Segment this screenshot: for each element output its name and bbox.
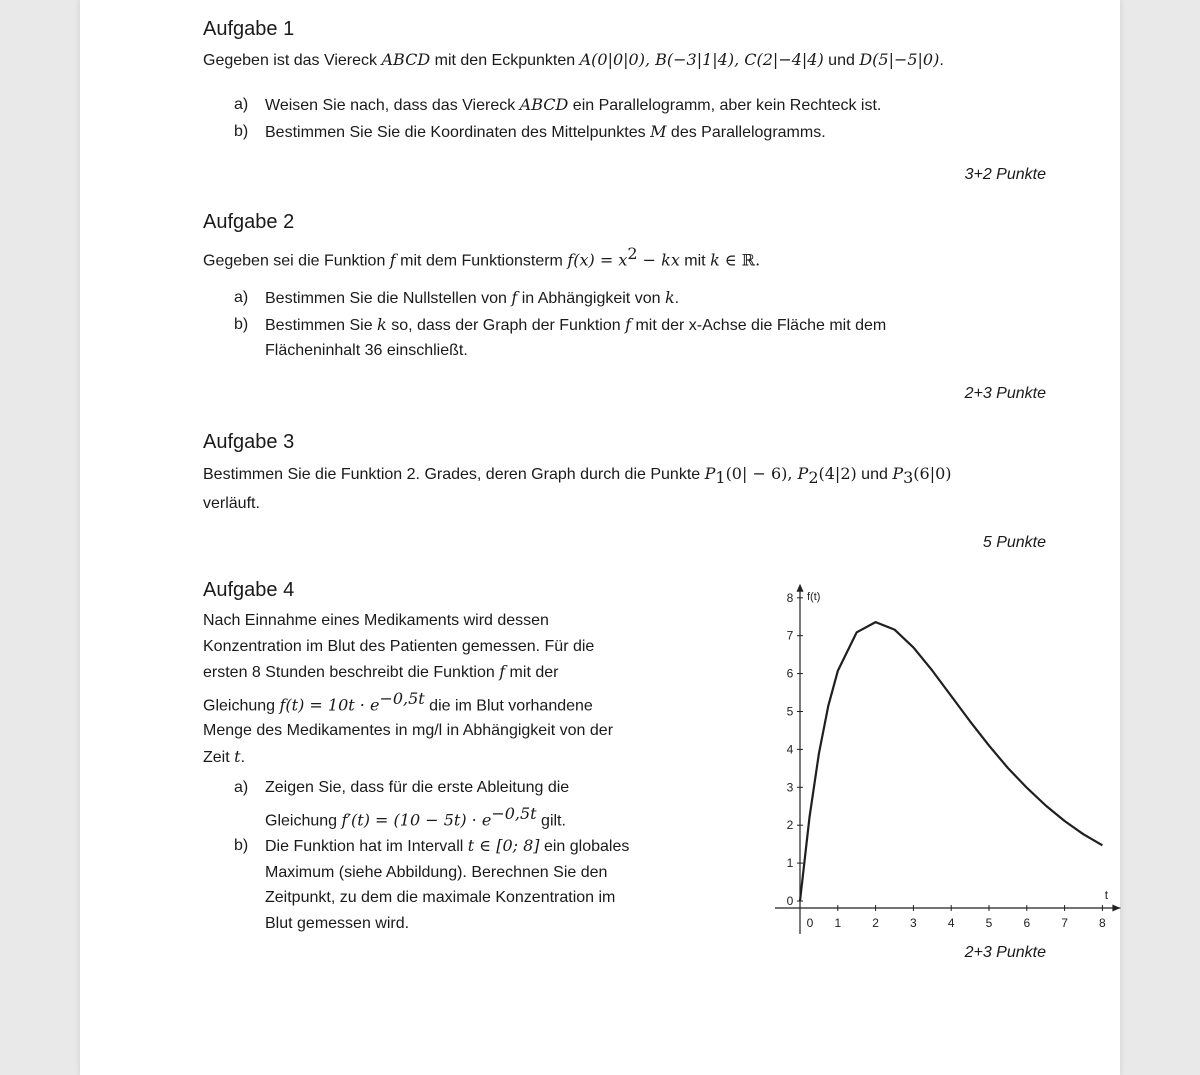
chart-series <box>800 622 1102 901</box>
task-2-items <box>234 285 886 364</box>
task-3-p2-sub: 2 <box>808 468 819 488</box>
task-4-title: Aufgabe 4 <box>203 579 295 601</box>
y-tick-label: 7 <box>786 628 794 643</box>
task-3-title: Aufgabe 3 <box>203 431 295 453</box>
item-text-end: . <box>674 290 680 307</box>
x-tick-label: 4 <box>947 916 955 930</box>
task-4-line-6-t: t <box>234 746 241 766</box>
task-1-end: . <box>939 52 944 69</box>
item-math-2: f <box>625 314 632 334</box>
y-tick-label: 0 <box>786 894 794 908</box>
task-4-line-6-end: . <box>240 748 246 766</box>
task-4-line-4-end: die im Blut vorhandene <box>424 696 593 714</box>
item-line-2: Gleichung <box>265 811 342 829</box>
task-3-text <box>203 461 952 516</box>
task-2-k: k <box>710 250 720 270</box>
y-axis-arrow <box>797 584 804 592</box>
task-3-text-pre: Bestimmen Sie die Funktion 2. Grades, deren Graph durch die Punkte <box>203 466 705 483</box>
x-axis-label: t <box>1104 888 1109 902</box>
item-equation-exp: −0,5t <box>491 803 537 823</box>
task-2-item-a <box>234 285 886 312</box>
item-label: a) <box>234 289 249 306</box>
item-label: a) <box>234 779 249 796</box>
task-4-points-label: 2+3 Punkte <box>964 944 1046 961</box>
item-math: f <box>511 288 518 307</box>
task-3-und: und <box>856 466 893 483</box>
y-tick-label: 8 <box>786 590 794 605</box>
task-2-intro-text: Gegeben sei die Funktion <box>203 252 390 270</box>
task-4-line-6: Zeit <box>203 748 235 766</box>
task-3-p2-coord: (4|2) <box>818 464 857 483</box>
item-line-1: Die Funktion hat im Intervall <box>265 838 468 856</box>
item-equation: f′(t) = (10 − 5t) · e <box>341 809 492 829</box>
y-tick-label: 3 <box>786 780 794 795</box>
chart-axes <box>775 584 1120 934</box>
item-text-end: mit der x-Achse die Fläche mit dem <box>631 316 887 334</box>
task-4-equation-exp: −0,5t <box>379 688 425 708</box>
x-tick-label: 7 <box>1061 916 1068 930</box>
y-axis-label: f(t) <box>807 590 821 603</box>
chart-ticks <box>787 591 1109 930</box>
task-1-point-d: D(5|−5|0) <box>859 50 940 69</box>
item-text: Weisen Sie nach, dass das Viereck <box>265 97 520 114</box>
task-3-p3-coord: (6|0) <box>913 464 952 483</box>
task-3-p1-coord: (0| − 6), <box>725 464 798 483</box>
item-math: ABCD <box>519 95 569 114</box>
item-text-end: des Parallelogramms. <box>666 123 826 141</box>
item-line-2: Maximum (siehe Abbildung). Berechnen Sie den <box>265 863 608 881</box>
task-4-line-5: Menge des Medikamentes in mg/l in Abhängigkeit von der <box>203 722 614 740</box>
task-1-intro-text: Gegeben ist das Viereck <box>203 52 382 69</box>
concentration-chart <box>686 582 1109 942</box>
y-tick-label: 5 <box>786 704 794 719</box>
item-math-2: k <box>664 288 675 307</box>
task-2-set: ∈ ℝ. <box>719 250 761 270</box>
task-4-items <box>234 775 629 936</box>
task-2-intro-mid: mit dem Funktionsterm <box>395 252 568 270</box>
task-1-title: Aufgabe 1 <box>203 18 295 40</box>
task-3-p3-sub: 3 <box>903 468 914 488</box>
y-tick-label: 2 <box>786 818 794 833</box>
task-1-item-a <box>234 92 881 119</box>
task-1-points-label: 3+2 Punkte <box>964 166 1046 183</box>
x-tick-label: 0 <box>806 916 814 930</box>
y-tick-label: 4 <box>786 742 794 757</box>
task-2-term-exp: 2 <box>627 244 638 263</box>
item-label: b) <box>234 122 249 140</box>
task-2-points-label: 2+3 Punkte <box>964 385 1046 402</box>
task-4-item-b <box>234 833 629 936</box>
item-text-end: ein Parallelogramm, aber kein Rechteck ist. <box>568 97 882 114</box>
task-3-p1: P <box>704 464 716 483</box>
item-line-1-end: ein globales <box>539 838 630 856</box>
task-1-und: und <box>823 52 860 69</box>
task-4-line-2: Konzentration im Blut des Patienten gemessen. Für die <box>203 637 595 655</box>
task-1-shape: ABCD <box>381 50 431 69</box>
item-label: a) <box>234 96 249 113</box>
item-text: Bestimmen Sie <box>265 316 378 334</box>
task-4-item-a <box>234 775 629 833</box>
task-4-line-3-f: f <box>499 662 506 681</box>
task-1-items <box>234 92 881 145</box>
task-4-line-3: ersten 8 Stunden beschreibt die Funktion <box>203 664 500 681</box>
item-math: k <box>377 314 387 334</box>
task-4-line-1: Nach Einnahme eines Medikaments wird dessen <box>203 612 549 629</box>
task-1-points: A(0|0|0), B(−3|1|4), C(2|−4|4) <box>579 50 824 69</box>
task-3-p3: P <box>892 464 904 483</box>
item-math: M <box>650 121 667 141</box>
series-line <box>800 622 1102 901</box>
task-2-title: Aufgabe 2 <box>203 211 295 233</box>
y-tick-label: 6 <box>786 666 794 681</box>
task-1-intro <box>203 47 944 74</box>
item-label: b) <box>234 315 249 333</box>
task-3-p1-sub: 1 <box>715 468 726 488</box>
item-label: b) <box>234 837 249 855</box>
x-tick-label: 6 <box>1023 916 1031 930</box>
item-text-line-2: Flächeninhalt 36 einschließt. <box>265 342 468 359</box>
task-4-equation: f(t) = 10t · e <box>279 694 380 714</box>
task-3-points-label: 5 Punkte <box>982 534 1046 551</box>
item-interval: t ∈ [0; 8] <box>467 836 540 856</box>
item-text-mid: so, dass der Graph der Funktion <box>386 316 626 334</box>
task-3-line-2: verläuft. <box>203 494 260 512</box>
x-tick-label: 3 <box>910 916 917 930</box>
x-tick-label: 5 <box>985 916 993 930</box>
task-4-line-4: Gleichung <box>203 696 280 714</box>
task-2-f: f <box>389 250 396 270</box>
document-page <box>80 0 1120 1075</box>
task-3-p2: P <box>797 464 809 483</box>
item-text-mid: in Abhängigkeit von <box>517 290 665 307</box>
task-4-line-3-end: mit der <box>505 664 559 681</box>
item-text: Bestimmen Sie die Nullstellen von <box>265 290 512 307</box>
task-2-intro <box>203 241 760 274</box>
task-2-mit: mit <box>679 252 711 270</box>
item-line-1: Zeigen Sie, dass für die erste Ableitung die <box>265 779 570 796</box>
task-2-term-lhs: f(x) = x <box>567 250 628 270</box>
task-1-intro-mid: mit den Eckpunkten <box>430 52 580 69</box>
y-tick-label: 1 <box>786 856 794 871</box>
item-line-4: Blut gemessen wird. <box>265 914 410 932</box>
item-line-2-end: gilt. <box>536 811 566 829</box>
item-text: Bestimmen Sie Sie die Koordinaten des Mittelpunktes <box>265 123 651 141</box>
task-1-item-b <box>234 119 881 146</box>
x-tick-label: 2 <box>872 916 879 930</box>
item-line-3: Zeitpunkt, zu dem die maximale Konzentration im <box>265 889 616 907</box>
task-4-text <box>203 608 613 770</box>
task-2-item-b <box>234 312 886 364</box>
x-axis-arrow <box>1112 905 1120 912</box>
x-tick-label: 1 <box>834 916 842 930</box>
task-2-term-rhs: − kx <box>637 250 680 270</box>
x-tick-label: 8 <box>1099 916 1106 930</box>
